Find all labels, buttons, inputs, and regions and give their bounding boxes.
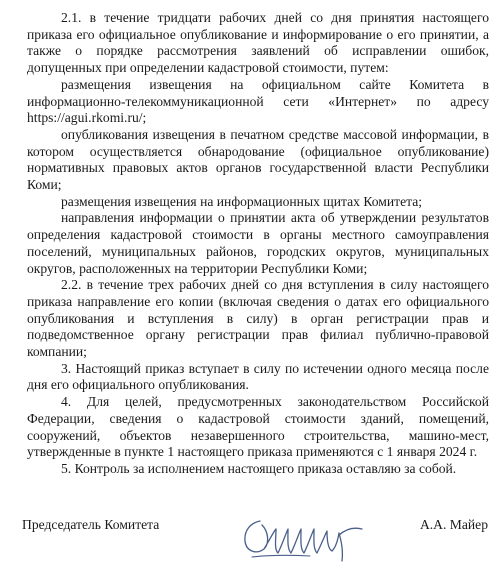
paragraph-5: 5. Контроль за исполнением настоящего приказа оставляю за собой. xyxy=(61,460,457,476)
signer-name: А.А. Майер xyxy=(419,517,488,532)
paragraph-2-1: 2.1. в течение тридцати рабочих дней со дня принятия настоящего приказа его официальное опубликование и информирование о его принятии, а также о порядке рассмотрения заявлений об исправлении ошибок, допущенных при определении кадастровой стоимости, путем: xyxy=(27,10,489,76)
paragraph-3: 3. Настоящий приказ вступает в силу по истечении одного месяца после дня его официального опубликования. xyxy=(27,360,489,393)
handwritten-signature xyxy=(230,509,370,567)
list-item-local-authorities: направления информации о принятии акта об утверждении результатов определения кадастровой стоимости в органы местного самоуправления поселений, муниципальных районов, городских округов, муниципальных округов, расположенных на территории Республики Коми; xyxy=(27,210,489,276)
paragraph-2-2: 2.2. в течение трех рабочих дней со дня вступления в силу настоящего приказа направление его копии (включая сведения о датах его официального опубликования и вступления в силу) в орган регистрации прав и подведомственное органу регистрации прав филиал публично-правовой компании; xyxy=(27,277,489,360)
chair-title: Председатель Комитета xyxy=(22,517,160,532)
document-body xyxy=(27,10,489,478)
list-item-info-boards: размещения извещения на информационных щитах Комитета; xyxy=(61,193,423,209)
list-item-print-media: опубликования извещения в печатном средстве массовой информации, в котором осуществляется обнародование (официальное опубликование) нормативных правовых актов органов государственной власти Республики Коми; xyxy=(27,126,489,193)
signature-block xyxy=(22,509,488,569)
list-item-website: размещения извещения на официальном сайте Комитета в информационно-телекоммуникационной сети «Интернет» по адресу https://agui.rkomi.ru/; xyxy=(27,76,489,126)
paragraph-4: 4. Для целей, предусмотренных законодательством Российской Федерации, сведения о кадастровой стоимости зданий, помещений, сооружений, объектов незавершенного строительства, машино-мест, утвержденные в пункте 1 настоящего приказа применяются с 1 января 2024 г. xyxy=(27,394,489,460)
